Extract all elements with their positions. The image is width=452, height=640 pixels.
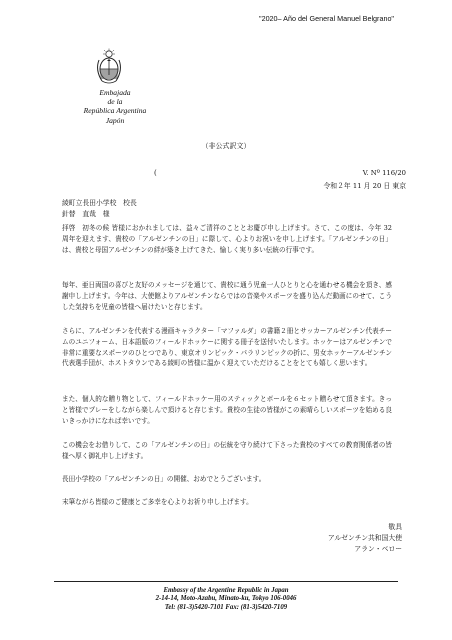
letter-paragraph: 末筆ながら皆様のご健康とご多幸を心よりお祈り申し上げます。 <box>62 498 253 506</box>
signer-name: アラン・ベロー <box>354 544 402 553</box>
embassy-line: Embajada <box>99 88 131 97</box>
letter-paragraph: また、個人的な贈り物として、フィールドホッケー用のスティックとボールを６セット贈らせて頂きます。きっと皆様でプレーをしながら楽しんで頂けると存じます。貴校の生徒の皆様がこの素晴らしいスポーツを始める良いきっかけになれば幸いです。 <box>62 395 392 425</box>
footer-line: 2-14-14, Moto-Azabu, Minato-ku, Tokyo 106-0046 <box>155 595 297 603</box>
footer-line: Tel: (81-3)5420-7101 Fax: (81-3)5420-7109 <box>164 603 288 611</box>
signer-title: アルゼンチン共和国大使 <box>327 533 402 542</box>
informal-translation-label: （非公式訳文） <box>201 142 251 150</box>
closing-word: 敬具 <box>388 523 402 531</box>
signature-block <box>328 522 402 554</box>
reference-number: V. Nº 116/20 <box>362 169 406 177</box>
letter-paragraph: 拝啓 初冬の候 皆様におかれましては、益々ご清祥のこととお慶び申し上げます。さて、この度は、今年 32 周年を迎えます、貴校の「アルゼンチンの日」に際して、心よりお祝いを申し上げます。「アルゼンチンの日」は、貴校と母国アルゼンチンの絆が築き上げてきた、愉しく実り多い伝統の行事です。 <box>62 224 392 254</box>
letter-paragraph: この機会をお借りして、この「アルゼンチンの日」の伝統を守り続けて下さった貴校のすべての教育関係者の皆様へ厚く御礼申し上げます。 <box>62 441 392 460</box>
embassy-line: República Argentina <box>83 106 147 116</box>
stray-mark: ( <box>154 169 157 177</box>
footer-line: Embassy of the Argentine Republic in Japan <box>163 587 289 594</box>
letter-paragraph: 長田小学校の「アルゼンチンの日」の開催、おめでとうございます。 <box>62 475 266 483</box>
embassy-line: Japón <box>105 115 125 125</box>
footer-address <box>0 587 452 612</box>
recipient-school: 綾町立長田小学校 校長 <box>62 199 137 207</box>
recipient-name: 針替 直哉 様 <box>62 210 110 218</box>
embassy-name <box>60 88 170 125</box>
letter-paragraph: 毎年、亜日両国の喜びと友好のメッセージを通じて、貴校に通う児童一人ひとりと心を通わせる機会を頂き、感謝申し上げます。今年は、大使館よりアルゼンチンならではの音楽やスポーツを盛り込んだ動画にのせて、こうした気持ちを児童の皆様へ届けたいと存じます。 <box>62 281 392 311</box>
motto-text: "2020– Año del General Manuel Belgrano" <box>259 14 394 23</box>
argentine-coat-of-arms-icon <box>94 48 124 86</box>
embassy-line: de la <box>107 97 123 107</box>
letter-date: 令和２年 11 月 20 日 東京 <box>323 182 406 190</box>
footer-divider <box>54 581 398 582</box>
letter-paragraph: さらに、アルゼンチンを代表する漫画キャラクター「マファルダ」の書籍２冊とサッカーアルゼンチン代表チームのユニフォーム、日本語版のフィールドホッケーに関する冊子を送付いたします。ホッケーはアルゼンチンで非常に重要なスポーツのひとつであり、東京オリンピック・パラリンピックの折に、男女ホッケーアルゼンチン代表選手団が、ホストタウンである綾町の皆様に温かく迎えていただけることをとても嬉しく思います。 <box>62 327 392 368</box>
